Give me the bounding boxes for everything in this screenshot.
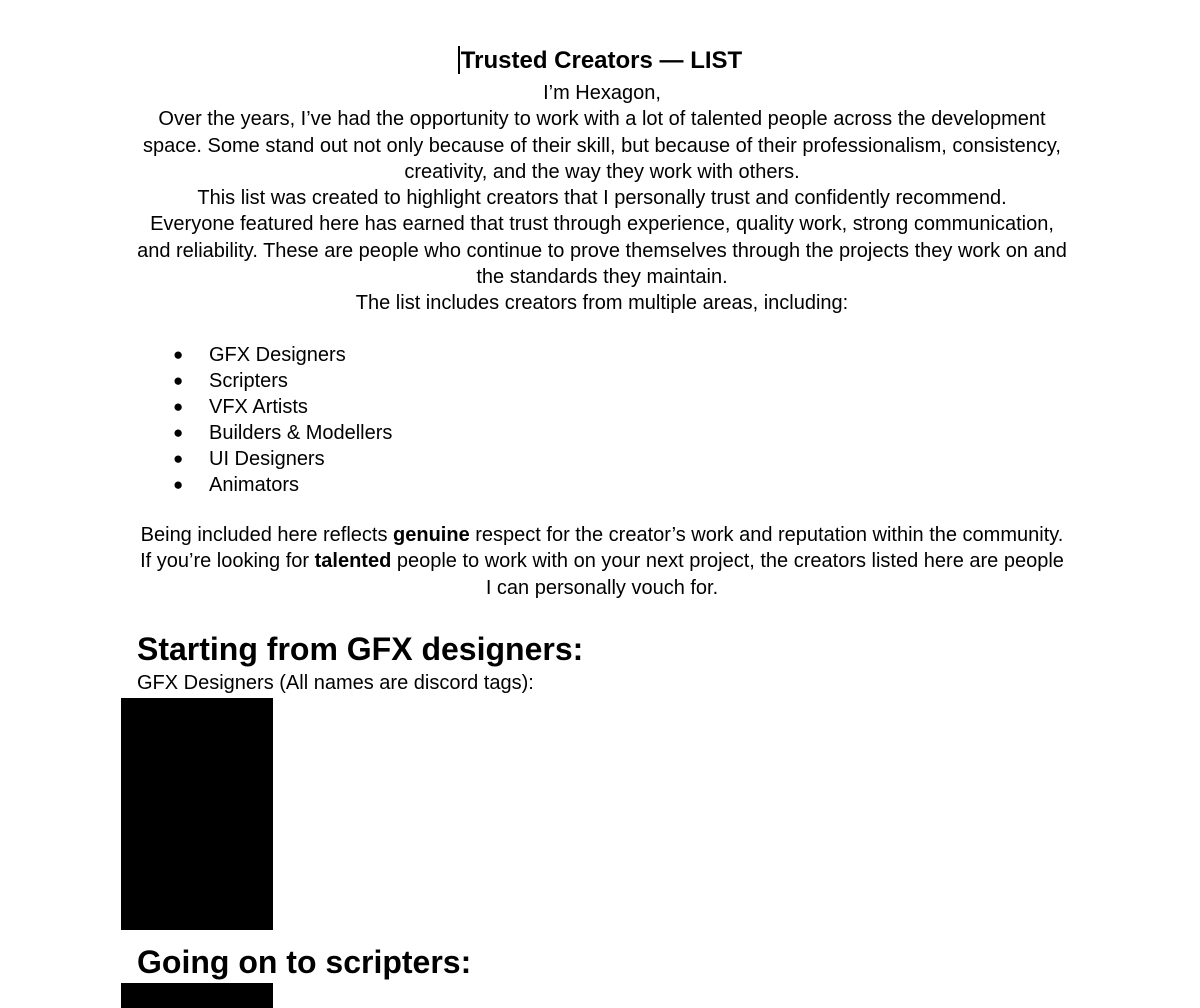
areas-list <box>137 342 392 499</box>
list-item <box>137 472 392 498</box>
intro-paragraph-purpose: This list was created to highlight creators that I personally trust and confidently recommend. <box>197 187 1007 210</box>
list-item <box>137 368 392 394</box>
intro-paragraph-trust: Everyone featured here has earned that trust through experience, quality work, strong communication, and reliability. These are people who continue to prove themselves through the projects they work on and the standards they maintain. <box>137 213 1067 289</box>
list-item-label: Animators <box>209 474 300 497</box>
closing-2-bold: talented <box>314 550 392 573</box>
intro-paragraph-areas: The list includes creators from multiple areas, including: <box>355 292 849 315</box>
intro-section <box>137 80 1067 317</box>
document-title-text: Trusted Creators — LIST <box>460 47 743 74</box>
list-item-label: UI Designers <box>209 448 325 471</box>
list-item-label: GFX Designers <box>209 344 346 366</box>
list-item-label: Scripters <box>209 370 288 393</box>
bullet-icon: ● <box>173 423 184 443</box>
list-item <box>137 420 392 446</box>
list-item <box>137 394 392 420</box>
gfx-section-note: GFX Designers (All names are discord tags): <box>137 672 534 694</box>
redacted-image-gfx <box>121 698 273 930</box>
bullet-icon: ● <box>173 345 184 364</box>
intro-greeting: I’m Hexagon, <box>543 82 661 104</box>
gfx-section-heading: Starting from GFX designers: <box>137 631 584 667</box>
closing-1-text-start: Being included here reflects <box>140 524 394 546</box>
closing-2-text-start: If you’re looking for <box>140 550 315 573</box>
closing-paragraph-respect <box>137 522 1067 548</box>
text-cursor <box>458 46 460 74</box>
closing-1-text-end: respect for the creator’s work and reputation within the community. <box>469 524 1064 546</box>
intro-paragraph-experience: Over the years, I’ve had the opportunity to work with a lot of talented people across the development space. Some stand out not only because of their skill, but because of their professionalism, consistency, creativity, and the way they work with others. <box>143 108 1061 183</box>
list-item <box>137 446 392 472</box>
scripters-section-heading: Going on to scripters: <box>137 944 472 980</box>
closing-2-text-end: people to work with on your next project, the creators listed here are people I can personally vouch for. <box>391 550 1064 599</box>
list-item <box>137 342 392 368</box>
closing-1-bold: genuine <box>393 524 470 546</box>
bullet-icon: ● <box>173 449 184 469</box>
document-title <box>0 45 1200 77</box>
closing-paragraph-vouch <box>137 548 1067 601</box>
bullet-icon: ● <box>173 475 184 495</box>
redacted-image-scripters <box>121 983 273 1008</box>
list-item-label: VFX Artists <box>209 396 308 419</box>
bullet-icon: ● <box>173 371 184 391</box>
list-item-label: Builders & Modellers <box>209 422 393 445</box>
closing-section <box>137 522 1067 601</box>
bullet-icon: ● <box>173 397 184 417</box>
